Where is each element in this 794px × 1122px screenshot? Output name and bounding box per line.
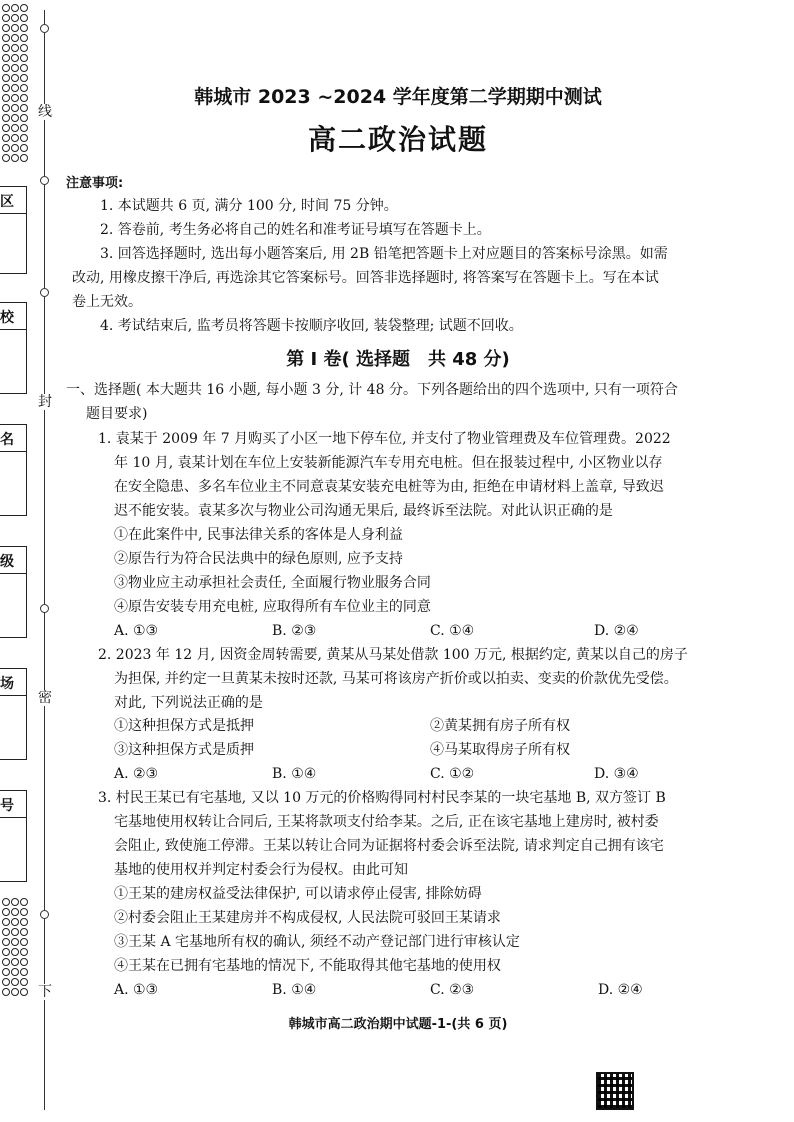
exam-room-field[interactable] (0, 668, 27, 760)
cut-line-circle (40, 176, 49, 185)
down-mark: 下 (38, 984, 52, 1000)
exam-title: 韩城市 2023 ~2024 学年度第二学期期中测试 (194, 86, 602, 108)
question-3-stem: 3. 村民王某已有宅基地, 又以 10 万元的价格购得同村村民李某的一块宅基地 B, 双方签订 B (98, 790, 666, 806)
exam-room-label: 场 (0, 669, 26, 696)
school-label: 校 (0, 303, 26, 330)
question-2-statement: ②黄某拥有房子所有权 (430, 718, 570, 734)
question-2-stem: 为担保, 并约定一旦黄某未按时还款, 马某可将该房产折价或以拍卖、变卖的价款优先受偿。 (114, 671, 678, 687)
question-1-stem: 迟不能安装。袁某多次与物业公司沟通无果后, 最终诉至法院。对此认识正确的是 (114, 503, 613, 519)
secret-mark: 密 (38, 690, 52, 706)
district-label: 区 (0, 187, 26, 214)
qr-code-icon (596, 1072, 634, 1110)
page-footer: 韩城市高二政治期中试题-1-(共 6 页) (288, 1017, 508, 1032)
binding-margin (0, 0, 62, 1122)
question-1-stem: 年 10 月, 袁某计划在车位上安装新能源汽车专用充电桩。但在报装过程中, 小区物业以存 (114, 455, 663, 471)
line-mark: 线 (38, 104, 52, 120)
subject-title: 高二政治试题 (307, 123, 488, 156)
notice-line: 1. 本试题共 6 页, 满分 100 分, 时间 75 分钟。 (100, 198, 398, 214)
name-field[interactable] (0, 424, 27, 516)
notice-heading: 注意事项: (66, 176, 124, 191)
question-2-statement: ③这种担保方式是质押 (114, 742, 254, 758)
question-3-statement: ④王某在已拥有宅基地的情况下, 不能取得其他宅基地的使用权 (114, 958, 501, 974)
question-1-option-a[interactable]: A. ①③ (114, 623, 159, 639)
school-field[interactable] (0, 302, 27, 394)
question-1-option-c[interactable]: C. ①④ (430, 623, 475, 639)
section-title: 第 Ⅰ 卷( 选择题 共 48 分) (286, 349, 510, 370)
question-3-statement: ③王某 A 宅基地所有权的确认, 须经不动产登记部门进行审核认定 (114, 934, 520, 950)
question-2-option-c[interactable]: C. ①② (430, 766, 475, 782)
section-instruction: 一、选择题( 本大题共 16 小题, 每小题 3 分, 计 48 分。下列各题给出的四个选项中, 只有一项符合 (66, 382, 678, 398)
question-1-statement: ③物业应主动承担社会责任, 全面履行物业服务合同 (114, 575, 431, 591)
question-2-option-d[interactable]: D. ③④ (594, 766, 639, 782)
cut-line-circle (40, 604, 49, 613)
perforation-dots-top (2, 4, 28, 162)
question-1-statement: ②原告行为符合民法典中的绿色原则, 应予支持 (114, 551, 403, 567)
cut-line (44, 10, 45, 1110)
question-2-statement: ①这种担保方式是抵押 (114, 718, 254, 734)
district-field[interactable] (0, 186, 27, 274)
question-3-option-a[interactable]: A. ①③ (114, 982, 159, 998)
section-instruction: 题目要求) (86, 406, 148, 422)
question-3-stem: 基地的使用权并判定村委会行为侵权。由此可知 (114, 862, 408, 878)
question-2-stem: 2. 2023 年 12 月, 因资金周转需要, 黄某从马某处借款 100 万元, 根据约定, 黄某以自己的房子 (98, 647, 688, 663)
seat-number-label: 号 (0, 791, 26, 818)
perforation-dots-bottom (2, 898, 28, 996)
notice-line: 卷上无效。 (72, 294, 142, 310)
question-3-option-b[interactable]: B. ①④ (272, 982, 317, 998)
question-3-option-c[interactable]: C. ②③ (430, 982, 475, 998)
notice-line: 3. 回答选择题时, 选出每小题答案后, 用 2B 铅笔把答题卡上对应题目的答案标号涂黑。如需 (100, 246, 668, 262)
seat-number-field[interactable] (0, 790, 27, 882)
question-3-statement: ①王某的建房权益受法律保护, 可以请求停止侵害, 排除妨碍 (114, 886, 482, 902)
seal-mark: 封 (38, 394, 52, 410)
question-1-option-b[interactable]: B. ②③ (272, 623, 317, 639)
cut-line-circle (40, 910, 49, 919)
question-2-statement: ④马某取得房子所有权 (430, 742, 570, 758)
question-3-statement: ②村委会阻止王某建房并不构成侵权, 人民法院可驳回王某请求 (114, 910, 501, 926)
notice-line: 4. 考试结束后, 监考员将答题卡按顺序收回, 装袋整理; 试题不回收。 (100, 318, 523, 334)
cut-line-circle (40, 24, 49, 33)
question-1-statement: ①在此案件中, 民事法律关系的客体是人身利益 (114, 527, 403, 543)
name-label: 名 (0, 425, 26, 452)
class-field[interactable] (0, 546, 27, 638)
notice-line: 2. 答卷前, 考生务必将自己的姓名和准考证号填写在答题卡上。 (100, 222, 491, 238)
cut-line-circle (40, 288, 49, 297)
question-1-stem: 1. 袁某于 2009 年 7 月购买了小区一地下停车位, 并支付了物业管理费及车位管理费。2022 (98, 431, 671, 447)
notice-line: 改动, 用橡皮擦干净后, 再选涂其它答案标号。回答非选择题时, 将答案写在答题卡上。写在本试 (72, 270, 659, 286)
question-2-option-a[interactable]: A. ②③ (114, 766, 159, 782)
question-3-stem: 宅基地使用权转让合同后, 王某将款项支付给李某。之后, 正在该宅基地上建房时, 被村委 (114, 814, 659, 830)
question-1-statement: ④原告安装专用充电桩, 应取得所有车位业主的同意 (114, 599, 431, 615)
question-2-stem: 对此, 下列说法正确的是 (114, 695, 263, 711)
question-2-option-b[interactable]: B. ①④ (272, 766, 317, 782)
question-1-stem: 在安全隐患、多名车位业主不同意袁某安装充电桩等为由, 拒绝在申请材料上盖章, 导致迟 (114, 479, 664, 495)
question-3-option-d[interactable]: D. ②④ (598, 982, 643, 998)
question-3-stem: 会阻止, 致使施工停滞。王某以转让合同为证据将村委会诉至法院, 请求判定自己拥有该宅 (114, 838, 664, 854)
question-1-option-d[interactable]: D. ②④ (594, 623, 639, 639)
class-label: 级 (0, 547, 26, 574)
